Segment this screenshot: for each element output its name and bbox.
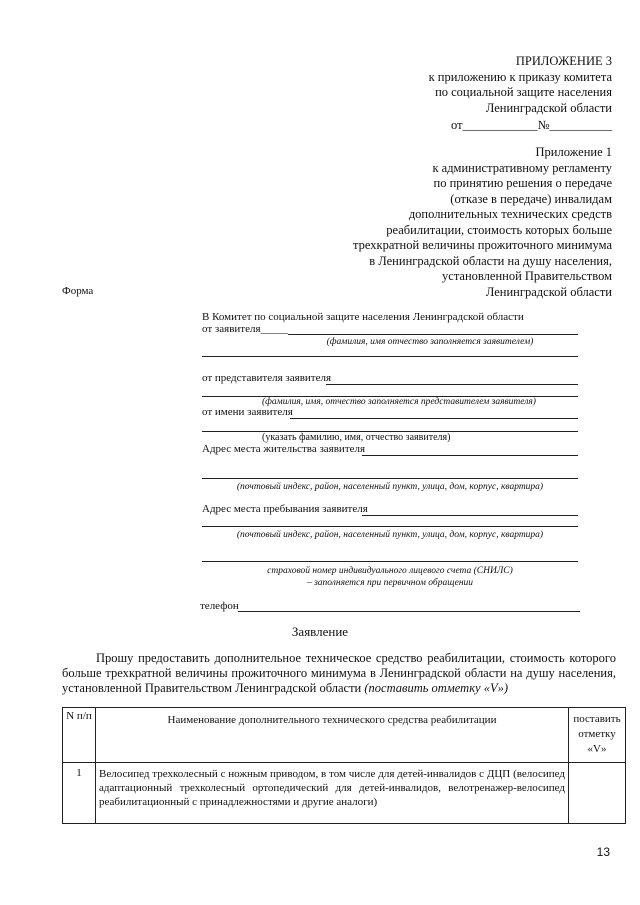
header-mark: поставить отметку «V» [569,708,626,763]
representative-caption: (фамилия, имя, отчество заполняется представителем заявителя) [262,397,536,407]
stay-address-line[interactable] [362,515,578,516]
header-number: N п/п [63,708,96,763]
page-number: 13 [596,845,610,859]
residence-address-line[interactable] [362,455,578,456]
appendix1-line: Ленинградской области [485,284,612,299]
table-header-row [63,708,626,763]
on-behalf-line[interactable] [290,418,578,419]
table-row [63,763,626,824]
appendix3-line: к приложению к приказу комитета [428,69,612,84]
stay-address-caption: (почтовый индекс, район, населенный пункт, улица, дом, корпус, квартира) [236,530,544,540]
appendix1-title: Приложение 1 [535,145,612,159]
residence-address-label: Адрес места жительства заявителя [202,443,366,455]
aids-table [62,707,626,824]
applicant-name-line[interactable] [288,334,578,335]
on-behalf-label: от имени заявителя [202,406,293,418]
form-label: Форма [62,285,94,297]
appendix1-line: установленной Правительством [442,269,612,283]
stay-address-extra-line[interactable] [202,526,578,527]
appendix1-line: трехкратной величины прожиточного минимума [353,238,612,252]
residence-address-extra-line[interactable] [202,478,578,479]
appendix1-line: по принятию решения о передаче [433,176,612,190]
statement-body: Прошу предоставить дополнительное техническое средство реабилитации, стоимость которого больше трехкратной величины прожиточного минимума в Ленинградской области на душу населения, установленной Правительством Ленинградской области [62,651,616,695]
appendix1-line: (отказе в передаче) инвалидам [450,191,612,206]
header-name: Наименование дополнительного технического средства реабилитации [96,708,569,763]
snils-note: – заполняется при первичном обращении [306,578,474,588]
on-behalf-caption: (указать фамилию, имя, отчество заявителя) [262,432,451,443]
from-representative-label: от представителя заявителя [202,372,332,384]
snils-line[interactable] [202,561,578,562]
appendix1-block [353,145,612,300]
row-name: Велосипед трехколесный с ножным приводом, в том числе для детей-инвалидов с ДЦП (велосипед адаптационный трехколесный ортопедический для детей-инвалидов, велотренажер-велосипед реабилитационный с принадлежностями и другие аналоги) [96,763,569,824]
statement-text [62,651,616,696]
appendix3-line: по социальной защите населения [435,85,612,99]
from-applicant-label: от заявителя_____ [202,323,289,335]
appendix3-title: ПРИЛОЖЕНИЕ 3 [515,54,612,68]
appendix1-line: к административному регламенту [432,160,612,175]
statement-mark-instruction: (поставить отметку «V») [364,681,509,695]
statement-title: Заявление [291,624,349,639]
snils-caption: страховой номер индивидуального лицевого счета (СНИЛС) [267,566,513,576]
applicant-extra-line[interactable] [202,356,578,357]
appendix1-line: реабилитации, стоимость которых больше [386,222,612,237]
appendix1-line: дополнительных технических средств [408,207,612,221]
appendix3-line: Ленинградской области [485,100,612,115]
row-number: 1 [63,763,96,824]
residence-address-caption: (почтовый индекс, район, населенный пункт, улица, дом, корпус, квартира) [236,482,544,492]
row-mark-cell[interactable] [569,763,626,824]
appendix3-date-line: от____________№__________ [451,118,612,132]
appendix3-block [429,54,612,134]
appendix1-line: в Ленинградской области на душу населения, [369,253,612,268]
phone-line[interactable] [238,611,580,612]
committee-addressee: В Комитет по социальной защите населения Ленинградской области [202,311,524,323]
applicant-caption: (фамилия, имя отчество заполняется заявителем) [326,337,534,347]
stay-address-label: Адрес места пребывания заявителя [202,503,368,515]
phone-label: телефон [200,600,239,612]
representative-line[interactable] [326,384,578,385]
